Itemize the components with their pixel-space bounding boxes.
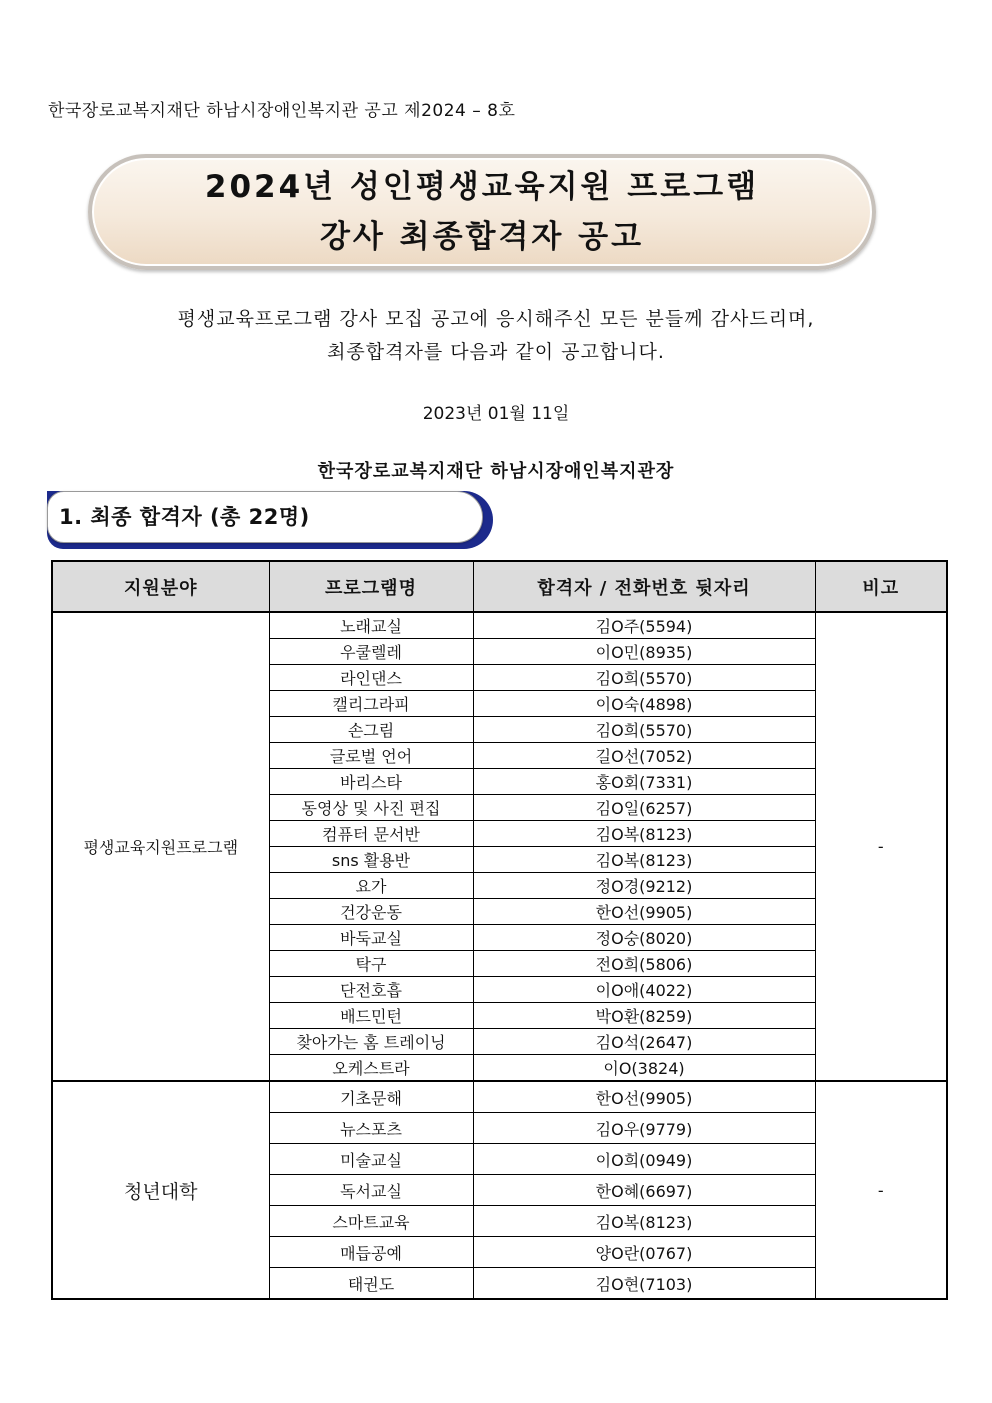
program-cell: 독서교실: [269, 1175, 473, 1206]
title-line-1: 2024년 성인평생교육지원 프로그램: [204, 169, 760, 205]
program-cell: 미술교실: [269, 1144, 473, 1175]
notice-date: 2023년 01월 11일: [422, 404, 570, 424]
intro-line-1: 평생교육프로그램 강사 모집 공고에 응시해주신 모든 분들께 감사드리며,: [177, 308, 815, 330]
program-cell: 기초문해: [269, 1081, 473, 1113]
program-cell: 라인댄스: [269, 665, 473, 691]
program-cell: 찾아가는 홈 트레이닝: [269, 1029, 473, 1055]
person-cell: 한O선(9905): [473, 899, 815, 925]
person-cell: 정O숭(8020): [473, 925, 815, 951]
person-cell: 김O석(2647): [473, 1029, 815, 1055]
program-cell: 단전호흡: [269, 977, 473, 1003]
program-cell: 태권도: [269, 1268, 473, 1300]
program-cell: 매듭공예: [269, 1237, 473, 1268]
program-cell: 요가: [269, 873, 473, 899]
table-row: [52, 1081, 947, 1113]
program-cell: 배드민턴: [269, 1003, 473, 1029]
header-field: 지원분야: [52, 561, 269, 612]
program-cell: 글로벌 언어: [269, 743, 473, 769]
group-lifelong-education: [52, 612, 947, 1081]
group-youth-college: [52, 1081, 947, 1299]
program-cell: sns 활용반: [269, 847, 473, 873]
section-title: 1. 최종 합격자 (총 22명): [59, 505, 310, 529]
person-cell: 박O환(8259): [473, 1003, 815, 1029]
program-cell: 컴퓨터 문서반: [269, 821, 473, 847]
person-cell: 김O복(8123): [473, 1206, 815, 1237]
person-cell: 이O숙(4898): [473, 691, 815, 717]
results-table: [51, 560, 948, 1300]
field-cell: 청년대학: [52, 1081, 269, 1299]
person-cell: 양O란(0767): [473, 1237, 815, 1268]
notice-number: 한국장로교복지재단 하남시장애인복지관 공고 제2024 – 8호: [48, 101, 516, 121]
person-cell: 이O민(8935): [473, 639, 815, 665]
person-cell: 길O선(7052): [473, 743, 815, 769]
table-header-row: [52, 561, 947, 612]
person-cell: 김O주(5594): [473, 612, 815, 639]
program-cell: 탁구: [269, 951, 473, 977]
person-cell: 김O희(5570): [473, 665, 815, 691]
person-cell: 한O혜(6697): [473, 1175, 815, 1206]
program-cell: 바리스타: [269, 769, 473, 795]
program-cell: 캘리그라피: [269, 691, 473, 717]
program-cell: 뉴스포츠: [269, 1113, 473, 1144]
person-cell: 이O희(0949): [473, 1144, 815, 1175]
title-banner: [88, 154, 876, 270]
program-cell: 오케스트라: [269, 1055, 473, 1082]
header-note: 비고: [815, 561, 947, 612]
field-cell: 평생교육지원프로그램: [52, 612, 269, 1081]
person-cell: 김O일(6257): [473, 795, 815, 821]
person-cell: 홍O회(7331): [473, 769, 815, 795]
title-line-2: 강사 최종합격자 공고: [319, 219, 645, 255]
person-cell: 이O애(4022): [473, 977, 815, 1003]
person-cell: 이O(3824): [473, 1055, 815, 1082]
program-cell: 스마트교육: [269, 1206, 473, 1237]
note-cell: -: [815, 612, 947, 1081]
issuer: 한국장로교복지재단 하남시장애인복지관장: [317, 461, 675, 482]
note-cell: -: [815, 1081, 947, 1299]
program-cell: 동영상 및 사진 편집: [269, 795, 473, 821]
header-program: 프로그램명: [269, 561, 473, 612]
program-cell: 우쿨렐레: [269, 639, 473, 665]
program-cell: 건강운동: [269, 899, 473, 925]
person-cell: 김O복(8123): [473, 847, 815, 873]
person-cell: 김O현(7103): [473, 1268, 815, 1300]
program-cell: 손그림: [269, 717, 473, 743]
person-cell: 김O우(9779): [473, 1113, 815, 1144]
person-cell: 정O경(9212): [473, 873, 815, 899]
section-header: [47, 491, 493, 549]
program-cell: 노래교실: [269, 612, 473, 639]
person-cell: 김O희(5570): [473, 717, 815, 743]
header-person: 합격자 / 전화번호 뒷자리: [473, 561, 815, 612]
person-cell: 전O희(5806): [473, 951, 815, 977]
person-cell: 한O선(9905): [473, 1081, 815, 1113]
program-cell: 바둑교실: [269, 925, 473, 951]
table-row: [52, 612, 947, 639]
intro-line-2: 최종합격자를 다음과 같이 공고합니다.: [327, 341, 665, 363]
person-cell: 김O복(8123): [473, 821, 815, 847]
